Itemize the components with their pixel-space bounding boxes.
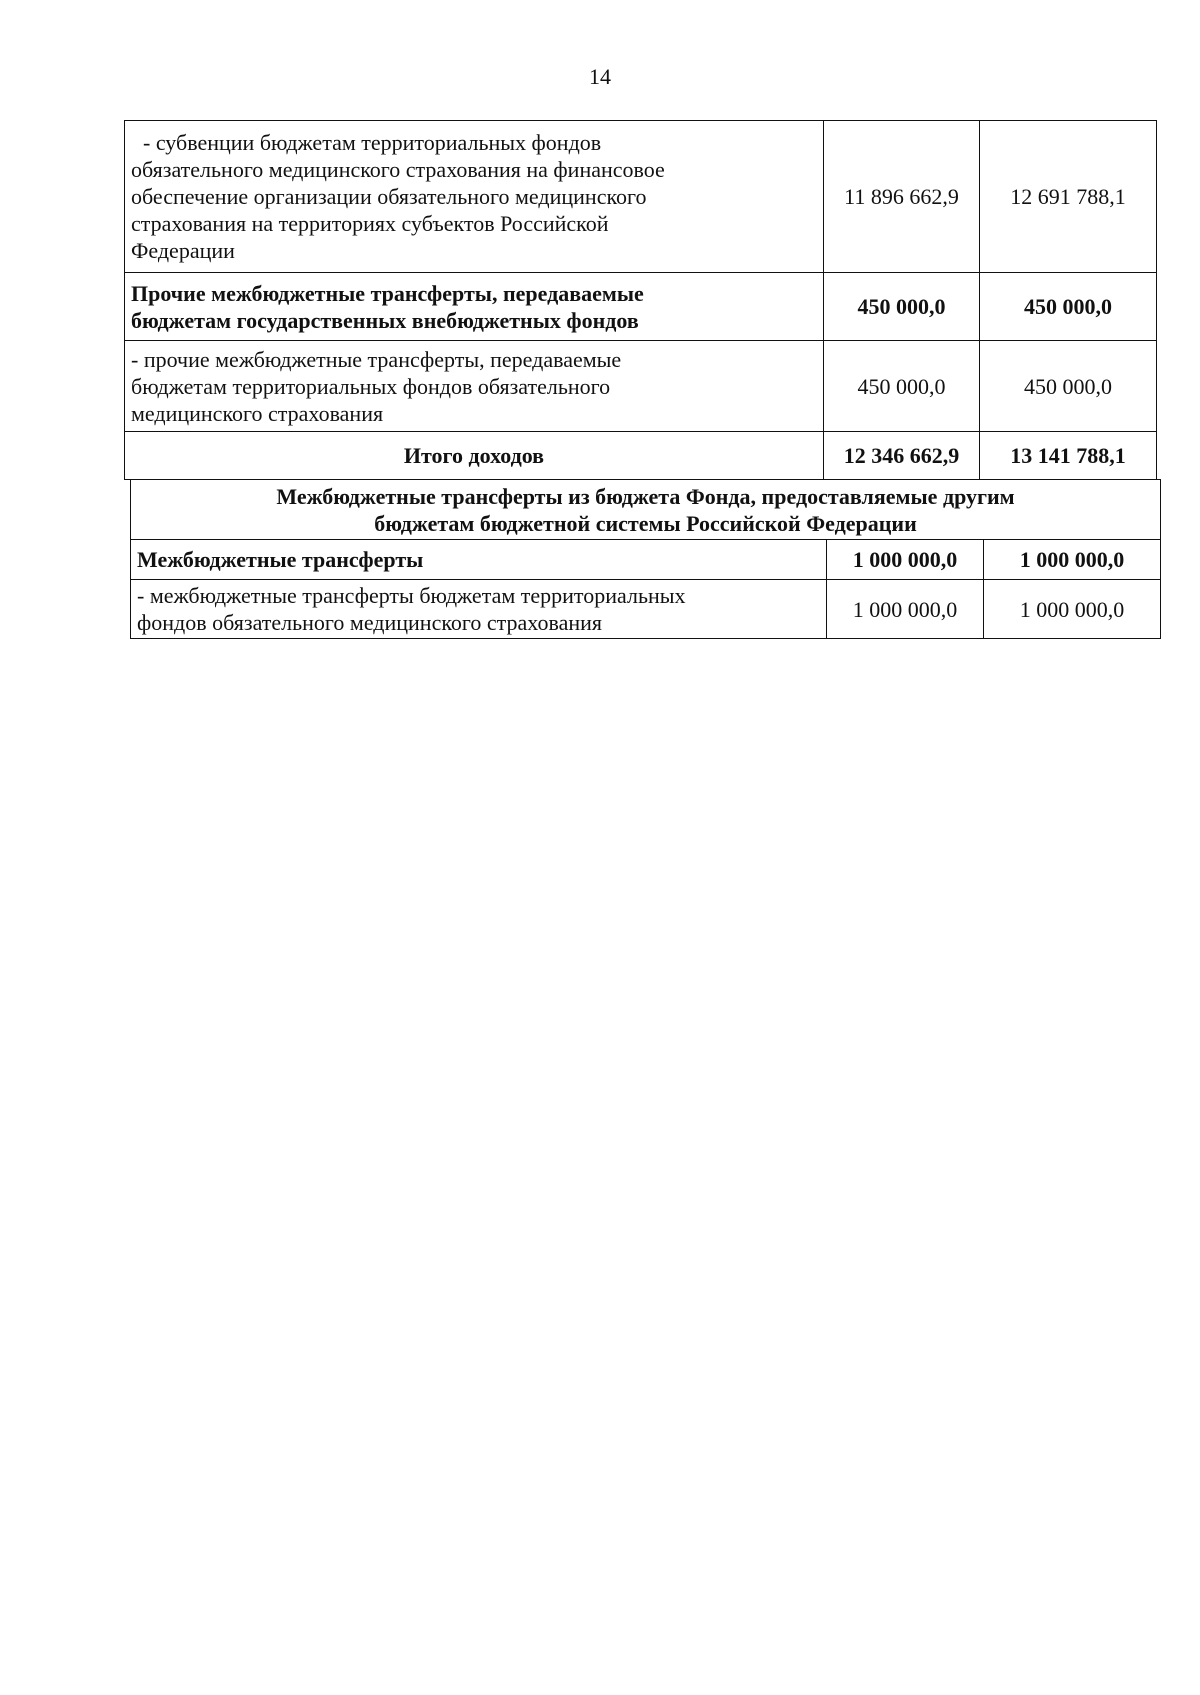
row-text-line: медицинского страхования xyxy=(131,400,384,426)
value-cell-year-1: 1 000 000,0 xyxy=(827,580,984,639)
row-description xyxy=(125,121,824,273)
row-description: Межбюджетные трансферты xyxy=(131,540,827,580)
section-header xyxy=(131,480,1161,540)
row-text-line: бюджетам бюджетной системы Российской Федерации xyxy=(374,510,917,536)
row-text-line: обязательного медицинского страхования на финансовое xyxy=(131,157,665,182)
row-text-line: - субвенции бюджетам территориальных фондов xyxy=(143,130,602,155)
value-cell-year-2: 1 000 000,0 xyxy=(984,580,1161,639)
budget-table-lower xyxy=(130,479,1161,639)
row-description xyxy=(125,341,824,432)
value-cell-year-1: 12 346 662,9 xyxy=(824,432,980,480)
value-cell-year-1: 450 000,0 xyxy=(824,273,980,341)
table-row-territorial-funds xyxy=(131,580,1161,639)
row-text-line: страхования на территориях субъектов Российской xyxy=(131,211,609,236)
row-description: Итого доходов xyxy=(125,432,824,480)
row-text-line: обеспечение организации обязательного медицинского xyxy=(131,184,647,209)
row-text-line: - прочие межбюджетные трансферты, передаваемые xyxy=(131,346,622,372)
value-cell-year-2: 1 000 000,0 xyxy=(984,540,1161,580)
budget-table-upper xyxy=(124,120,1157,480)
table-row-subventions xyxy=(125,121,1157,273)
table-row-total-income xyxy=(125,432,1157,480)
row-text-line: Прочие межбюджетные трансферты, передаваемые xyxy=(131,280,644,306)
row-text-line: бюджетам государственных внебюджетных фондов xyxy=(131,307,639,333)
table-row-section-header xyxy=(131,480,1161,540)
value-cell-year-1: 1 000 000,0 xyxy=(827,540,984,580)
table-row-other-transfers xyxy=(125,341,1157,432)
row-description xyxy=(131,580,827,639)
value-cell-year-2: 13 141 788,1 xyxy=(980,432,1157,480)
table-row-interbudget-transfers xyxy=(131,540,1161,580)
row-description xyxy=(125,273,824,341)
row-text-line: бюджетам территориальных фондов обязательного xyxy=(131,373,611,399)
page-number: 14 xyxy=(589,64,611,89)
row-text-line: - межбюджетные трансферты бюджетам территориальных xyxy=(137,583,686,608)
table-row-other-transfers-total xyxy=(125,273,1157,341)
value-cell-year-2: 12 691 788,1 xyxy=(980,121,1157,273)
value-cell-year-2: 450 000,0 xyxy=(980,273,1157,341)
value-cell-year-2: 450 000,0 xyxy=(980,341,1157,432)
row-text-line: фондов обязательного медицинского страхования xyxy=(137,610,602,635)
row-text-line: Федерации xyxy=(131,238,235,263)
value-cell-year-1: 11 896 662,9 xyxy=(824,121,980,273)
value-cell-year-1: 450 000,0 xyxy=(824,341,980,432)
row-text-line: Межбюджетные трансферты из бюджета Фонда, предоставляемые другим xyxy=(276,483,1015,509)
